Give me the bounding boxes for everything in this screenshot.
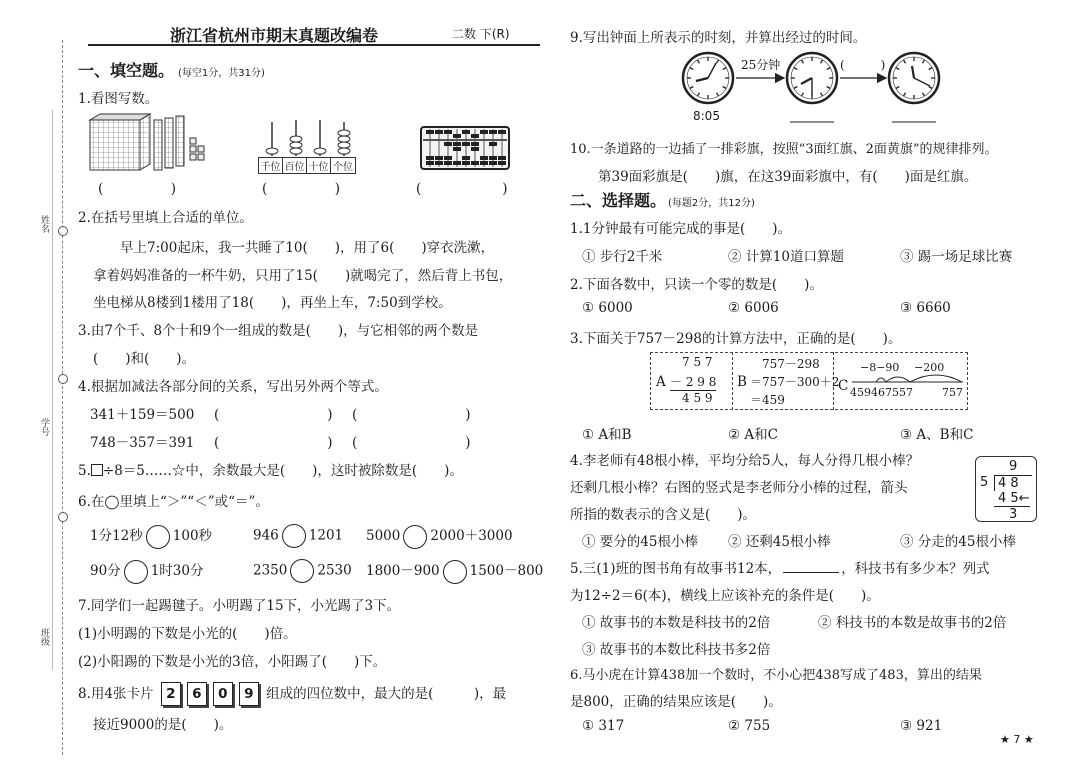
c3-a-top: 7 5 7 [682,355,713,369]
c3-label-c: C [838,378,849,394]
q6-r2-right-2: 2530 [317,562,352,579]
q6-r1-right-3: 2000＋3000 [430,528,513,544]
q6-r1-left-3: 5000 [366,528,401,544]
c4-option-1[interactable]: ① 要分的45根小棒 [582,534,698,550]
abacus-rods-figure [258,118,358,158]
q10-line-1: 10.一条道路的一边插了一排彩旗，按照“3面红旗、2面黄旗”的规律排列。 [570,142,998,157]
q9-text: 9.写出钟面上所表示的时刻，并算出经过的时间。 [570,30,867,46]
c3-b-3: ＝459 [750,393,785,407]
c4-line-1: 4.李老师有48根小棒，平均分给5人，每人分得几根小棒？ [570,453,920,469]
q8-line-2: 接近9000的是( )。 [93,717,233,733]
c3-c-start: 757 [942,386,963,399]
digit-card: 6 [187,682,207,706]
q7-text: 7.同学们一起踢毽子。小明踢了15下，小光踢了3下。 [78,598,401,614]
q6-row-1 [90,524,212,549]
compare-circle[interactable] [146,525,170,549]
c2-option-2[interactable]: ② 6006 [728,300,779,316]
q4-answer-1b[interactable]: ( ) [352,407,471,423]
section-2-title: 二、选择题。 [570,191,667,210]
compare-circle[interactable] [282,524,306,548]
blank-square-icon [91,464,103,476]
q6-row-1c [366,524,513,549]
c1-text: 1.1分钟最有可能完成的事是( )。 [570,221,792,237]
c5-line-2: 为12÷2＝6(本)，横线上应该补充的条件是( )。 [570,588,880,604]
number-line-figure [850,372,965,386]
q9-duration-label: 25分钟 [741,58,781,72]
q2-text: 2.在括号里填上合适的单位。 [78,210,253,226]
c5-option-2[interactable]: ② 科技书的本数是故事书的2倍 [818,615,1007,631]
q9-duration-blank[interactable]: ( ) [840,58,886,72]
q1-answer-1[interactable]: ( ) [98,181,177,197]
section-2-note: (每题2分，共12分) [668,198,755,209]
q8-line-1 [78,682,506,706]
q8-text-b: 组成的四位数中，最大的是( )，最 [266,686,507,702]
c3-divider [732,352,733,410]
page-title: 浙江省杭州市期末真题改编卷 [170,26,379,45]
q6-r1-right-1: 100秒 [172,528,213,544]
q6-r1-left-2: 946 [253,527,279,544]
c5-line-1 [570,557,990,577]
c5-text-a: 5.三(1)班的图书角有故事书12本， [570,561,782,577]
c6-option-3[interactable]: ③ 921 [900,718,943,734]
long-division-figure [975,456,1037,522]
c1-option-2[interactable]: ② 计算10道口算题 [728,249,844,265]
class-label: 班级 [39,628,49,646]
abacus-figure [420,126,510,170]
c3-b-2: ＝757－300＋2 [750,375,840,389]
c2-option-1[interactable]: ① 6000 [582,300,633,316]
q2-line-1: 早上7:00起床，我一共睡了10( )，用了6( )穿衣洗漱， [120,240,495,256]
c1-option-1[interactable]: ① 步行2千米 [582,249,663,265]
c5-option-1[interactable]: ① 故事书的本数是科技书的2倍 [582,615,771,631]
q6-row-1b [253,524,343,548]
q4-answer-2a[interactable]: ( ) [214,435,333,451]
c6-option-2[interactable]: ② 755 [728,718,771,734]
c3-b-1: 757－298 [762,357,820,371]
c5-blank-line[interactable] [783,572,839,573]
c3-c-steps: −8−90 [860,361,900,374]
q7-part-2: (2)小阳踢的下数是小光的3倍，小阳踢了( )下。 [78,654,387,670]
binding-mark [58,374,68,384]
q1-answer-2[interactable]: ( ) [262,181,341,197]
c6-option-1[interactable]: ① 317 [582,718,625,734]
q6-r1-left-1: 1分12秒 [90,528,143,544]
page-number: ★ 7 ★ [1000,733,1034,746]
section-1-title: 一、填空题。 [78,61,175,80]
q6-r2-left-3: 1800－900 [366,563,440,579]
q8-text-a: 8.用4张卡片 [78,686,154,702]
div-dividend: 4 8 [994,475,1032,491]
q4-text: 4.根据加减法各部分间的关系，写出另外两个等式。 [78,379,388,395]
c4-line-3: 所指的数表示的含义是( )。 [570,507,757,523]
arrow-left-icon: ← [1018,491,1030,506]
q6-row-2c [366,559,543,584]
c2-text: 2.下面各数中，只读一个零的数是( )。 [570,277,823,293]
compare-circle[interactable] [290,559,314,583]
q4-equation-2: 748－357＝391 [90,435,195,451]
q3-line-2: ( )和( )。 [93,351,196,367]
q7-part-1: (1)小明踢的下数是小光的( )倍。 [78,626,297,642]
name-label: 姓名 [39,215,49,233]
place-ones: 个位 [333,162,353,173]
binding-mark [58,512,68,522]
c6-line-1: 6.马小虎在计算438加一个数时，不小心把438写成了483，算出的结果 [570,668,982,683]
q9-start-time: 8:05 [693,109,720,123]
place-tens: 十位 [307,158,331,173]
q4-answer-1a[interactable]: ( ) [214,407,333,423]
q6-r2-right-1: 1时30分 [150,563,204,579]
number-label: 学号 [39,418,49,436]
q3-line-1: 3.由7个千、8个十和9个一组成的数是( )，与它相邻的两个数是 [78,323,479,339]
c3-c-step-200: −200 [914,361,945,374]
c3-a-sub: － 2 9 8 [670,375,717,389]
compare-circle[interactable] [124,560,148,584]
q10-line-2: 第39面彩旗是( )旗，在这39面彩旗中，有( )面是红旗。 [598,169,978,185]
place-value-labels [258,157,356,174]
q1-answer-3[interactable]: ( ) [416,181,508,197]
c4-line-2: 还剩几根小棒？右图的竖式是李老师分小棒的过程，箭头 [570,480,908,496]
c3-option-2[interactable]: ② A和C [728,427,778,443]
q6-text: 6.在◯里填上“＞”“＜”或“＝”。 [78,494,269,510]
q6-r2-left-2: 2350 [253,562,288,579]
q5-text: ÷8＝5……☆中，余数最大是( )，这时被除数是( )。 [102,463,463,479]
div-product-value: 4 5 [998,491,1019,506]
c2-option-3[interactable]: ③ 6660 [900,300,951,316]
q2-line-3: 坐电梯从8楼到1楼用了18( )，再坐上车，7:50到学校。 [93,295,452,311]
compare-circle[interactable] [443,560,467,584]
c4-option-2[interactable]: ② 还剩45根小棒 [728,534,831,550]
c5-text-b: ，科技书有多少本？列式 [841,561,990,577]
c3-a-result: 4 5 9 [682,391,713,405]
q5-number: 5. [78,463,91,479]
place-thousands: 千位 [259,158,283,173]
c1-option-3[interactable]: ③ 踢一场足球比赛 [900,249,1013,265]
compare-circle[interactable] [403,525,427,549]
q2-line-2: 拿着妈妈准备的一杯牛奶，只用了15( )就喝完了，然后背上书包， [93,268,513,284]
q6-row-2b [253,559,352,583]
header-rule [88,44,540,46]
q6-row-2 [90,559,203,584]
div-product [994,491,1030,507]
grade-label: 二数 下(R) [452,27,510,41]
digit-card: 2 [161,682,181,706]
c3-label-a: A [656,374,666,390]
binding-mark [58,226,68,236]
c3-option-1[interactable]: ① A和B [582,427,632,443]
margin-dotted-line [62,40,63,755]
c6-line-2: 是800，正确的结果应该是( )。 [570,694,782,710]
q6-r1-right-2: 1201 [308,527,344,544]
digit-card: 0 [213,682,233,706]
c3-text: 3.下面关于757－298的计算方法中，正确的是( )。 [570,331,902,347]
number-blocks-figure [88,112,218,174]
div-quotient: 9 [1009,459,1018,474]
c4-option-3[interactable]: ③ 分走的45根小棒 [900,534,1016,550]
q5-line [78,459,463,479]
c5-option-3[interactable]: ③ 故事书的本数比科技书多2倍 [582,642,771,658]
q6-r2-left-1: 90分 [90,563,121,579]
c3-label-b: B [737,374,747,390]
section-1-note: (每空1分，共31分) [178,68,265,79]
q4-answer-2b[interactable]: ( ) [352,435,471,451]
place-hundreds: 百位 [283,158,307,173]
q1-text: 1.看图写数。 [78,91,159,107]
margin-line [52,110,53,670]
digit-card: 9 [239,682,259,706]
div-remainder: 3 [1009,507,1018,522]
c3-option-3[interactable]: ③ A、B和C [900,427,974,443]
q6-r2-right-3: 1500－800 [469,563,544,579]
c3-c-numbers: 459467557 [850,386,913,399]
q4-equation-1: 341＋159＝500 [90,407,195,423]
div-divisor: 5 [980,475,989,490]
